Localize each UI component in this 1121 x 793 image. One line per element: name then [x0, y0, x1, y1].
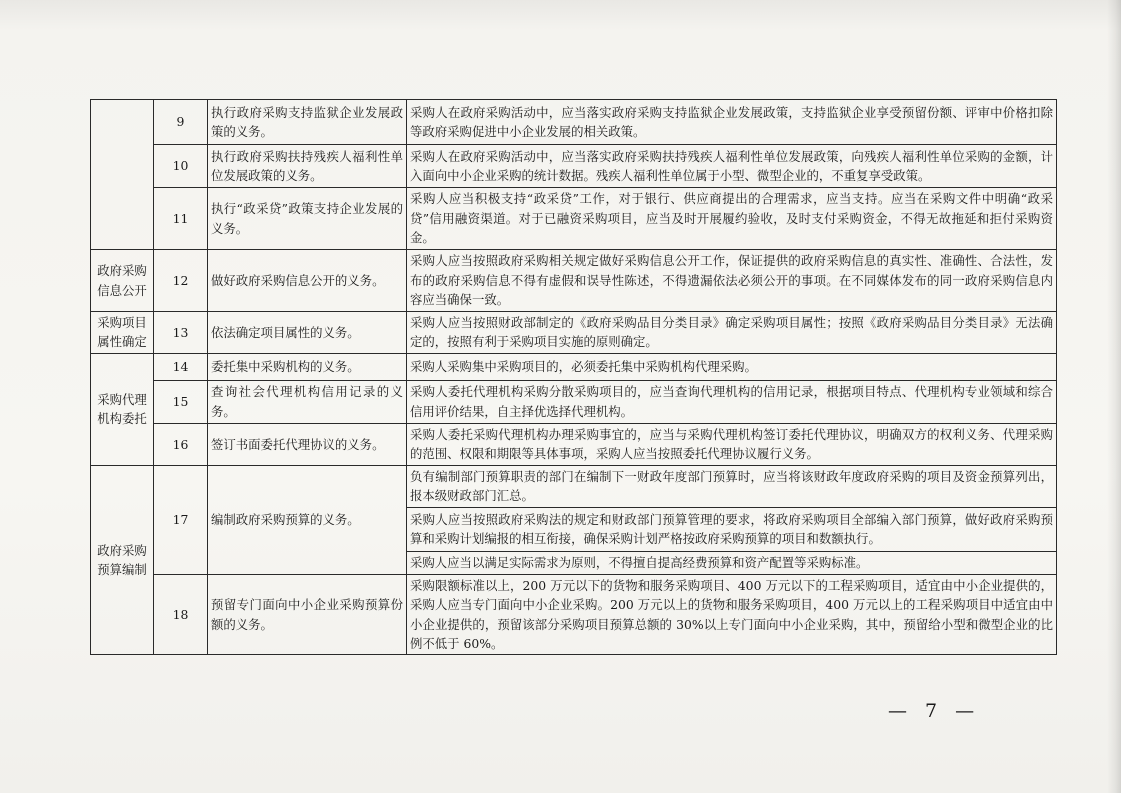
requirement-cell: 采购人应当按照政府采购法的规定和财政部门预算管理的要求，将政府采购项目全部编入部门预算，做好政府采购预算和采购计划编报的相互衔接，确保采购计划严格按政府采购预算的项目和数额执行。 [407, 507, 1057, 551]
requirement-cell: 采购人采购集中采购项目的，必须委托集中采购机构代理采购。 [407, 353, 1057, 380]
item-number: 15 [154, 380, 208, 423]
obligation-cell: 执行政府采购支持监狱企业发展政策的义务。 [208, 100, 407, 145]
requirement-cell: 采购人委托代理机构采购分散采购项目的，应当查询代理机构的信用记录，根据项目特点、代理机构专业领域和综合信用评价结果，自主择优选择代理机构。 [407, 380, 1057, 423]
table-row [91, 250, 1057, 312]
item-number: 11 [154, 188, 208, 250]
category-cell [91, 100, 154, 250]
category-cell: 采购项目属性确定 [91, 312, 154, 354]
table-row [91, 353, 1057, 380]
category-cell: 采购代理机构委托 [91, 353, 154, 465]
requirement-cell: 采购人应当按照财政部制定的《政府采购品目分类目录》确定采购项目属性；按照《政府采购品目分类目录》无法确定的，按照有利于采购项目实施的原则确定。 [407, 312, 1057, 354]
obligation-cell: 执行政府采购扶持残疾人福利性单位发展政策的义务。 [208, 145, 407, 188]
obligations-table [90, 99, 1057, 655]
item-number: 17 [154, 465, 208, 574]
requirement-cell: 采购限额标准以上，200 万元以下的货物和服务采购项目、400 万元以下的工程采购项目，适宜由中小企业提供的，采购人应当专门面向中小企业采购。200 万元以上的货物和服务采购项目，400 万元以上的工程采购项目中适宜由中小企业提供的，预留该部分采购项目预算总额的 30%以上专门面向中小企业采购，其中，预留给小型和微型企业的比例不低于 60%。 [407, 574, 1057, 655]
requirement-cell: 采购人在政府采购活动中，应当落实政府采购扶持残疾人福利性单位发展政策，向残疾人福利性单位采购的金额，计入面向中小企业采购的统计数据。残疾人福利性单位属于小型、微型企业的，不重复享受政策。 [407, 145, 1057, 188]
item-number: 9 [154, 100, 208, 145]
obligation-cell: 执行“政采贷”政策支持企业发展的义务。 [208, 188, 407, 250]
obligation-cell: 预留专门面向中小企业采购预算份额的义务。 [208, 574, 407, 655]
requirement-cell: 采购人委托采购代理机构办理采购事宜的，应当与采购代理机构签订委托代理协议，明确双方的权利义务、代理采购的范围、权限和期限等具体事项，采购人应当按照委托代理协议履行义务。 [407, 423, 1057, 465]
page-number: — 7 — [888, 700, 981, 722]
requirement-cell: 采购人在政府采购活动中，应当落实政府采购支持监狱企业发展政策，支持监狱企业享受预留份额、评审中价格扣除等政府采购促进中小企业发展的相关政策。 [407, 100, 1057, 145]
scan-edge-shadow [1107, 0, 1121, 793]
item-number: 13 [154, 312, 208, 354]
requirement-cell: 采购人应当以满足实际需求为原则，不得擅自提高经费预算和资产配置等采购标准。 [407, 551, 1057, 574]
requirement-cell: 负有编制部门预算职责的部门在编制下一财政年度部门预算时，应当将该财政年度政府采购的项目及资金预算列出，报本级财政部门汇总。 [407, 465, 1057, 507]
table-row [91, 145, 1057, 188]
obligation-cell: 编制政府采购预算的义务。 [208, 465, 407, 574]
table-row [91, 574, 1057, 655]
table-row [91, 423, 1057, 465]
item-number: 16 [154, 423, 208, 465]
table-row [91, 100, 1057, 145]
item-number: 12 [154, 250, 208, 312]
table-row [91, 188, 1057, 250]
requirement-cell: 采购人应当按照政府采购相关规定做好采购信息公开工作，保证提供的政府采购信息的真实性、准确性、合法性，发布的政府采购信息不得有虚假和误导性陈述，不得遗漏依法必须公开的事项。在不同媒体发布的同一政府采购信息内容应当确保一致。 [407, 250, 1057, 312]
obligation-cell: 依法确定项目属性的义务。 [208, 312, 407, 354]
requirement-cell: 采购人应当积极支持“政采贷”工作，对于银行、供应商提出的合理需求，应当支持。应当在采购文件中明确“政采贷”信用融资渠道。对于已融资采购项目，应当及时开展履约验收，及时支付采购资金，不得无故拖延和拒付采购资金。 [407, 188, 1057, 250]
category-cell: 政府采购预算编制 [91, 465, 154, 655]
table-row [91, 312, 1057, 354]
obligation-cell: 委托集中采购机构的义务。 [208, 353, 407, 380]
item-number: 14 [154, 353, 208, 380]
item-number: 10 [154, 145, 208, 188]
table-row [91, 380, 1057, 423]
table-row [91, 465, 1057, 507]
obligation-cell: 查询社会代理机构信用记录的义务。 [208, 380, 407, 423]
obligation-cell: 签订书面委托代理协议的义务。 [208, 423, 407, 465]
category-cell: 政府采购信息公开 [91, 250, 154, 312]
obligation-cell: 做好政府采购信息公开的义务。 [208, 250, 407, 312]
item-number: 18 [154, 574, 208, 655]
